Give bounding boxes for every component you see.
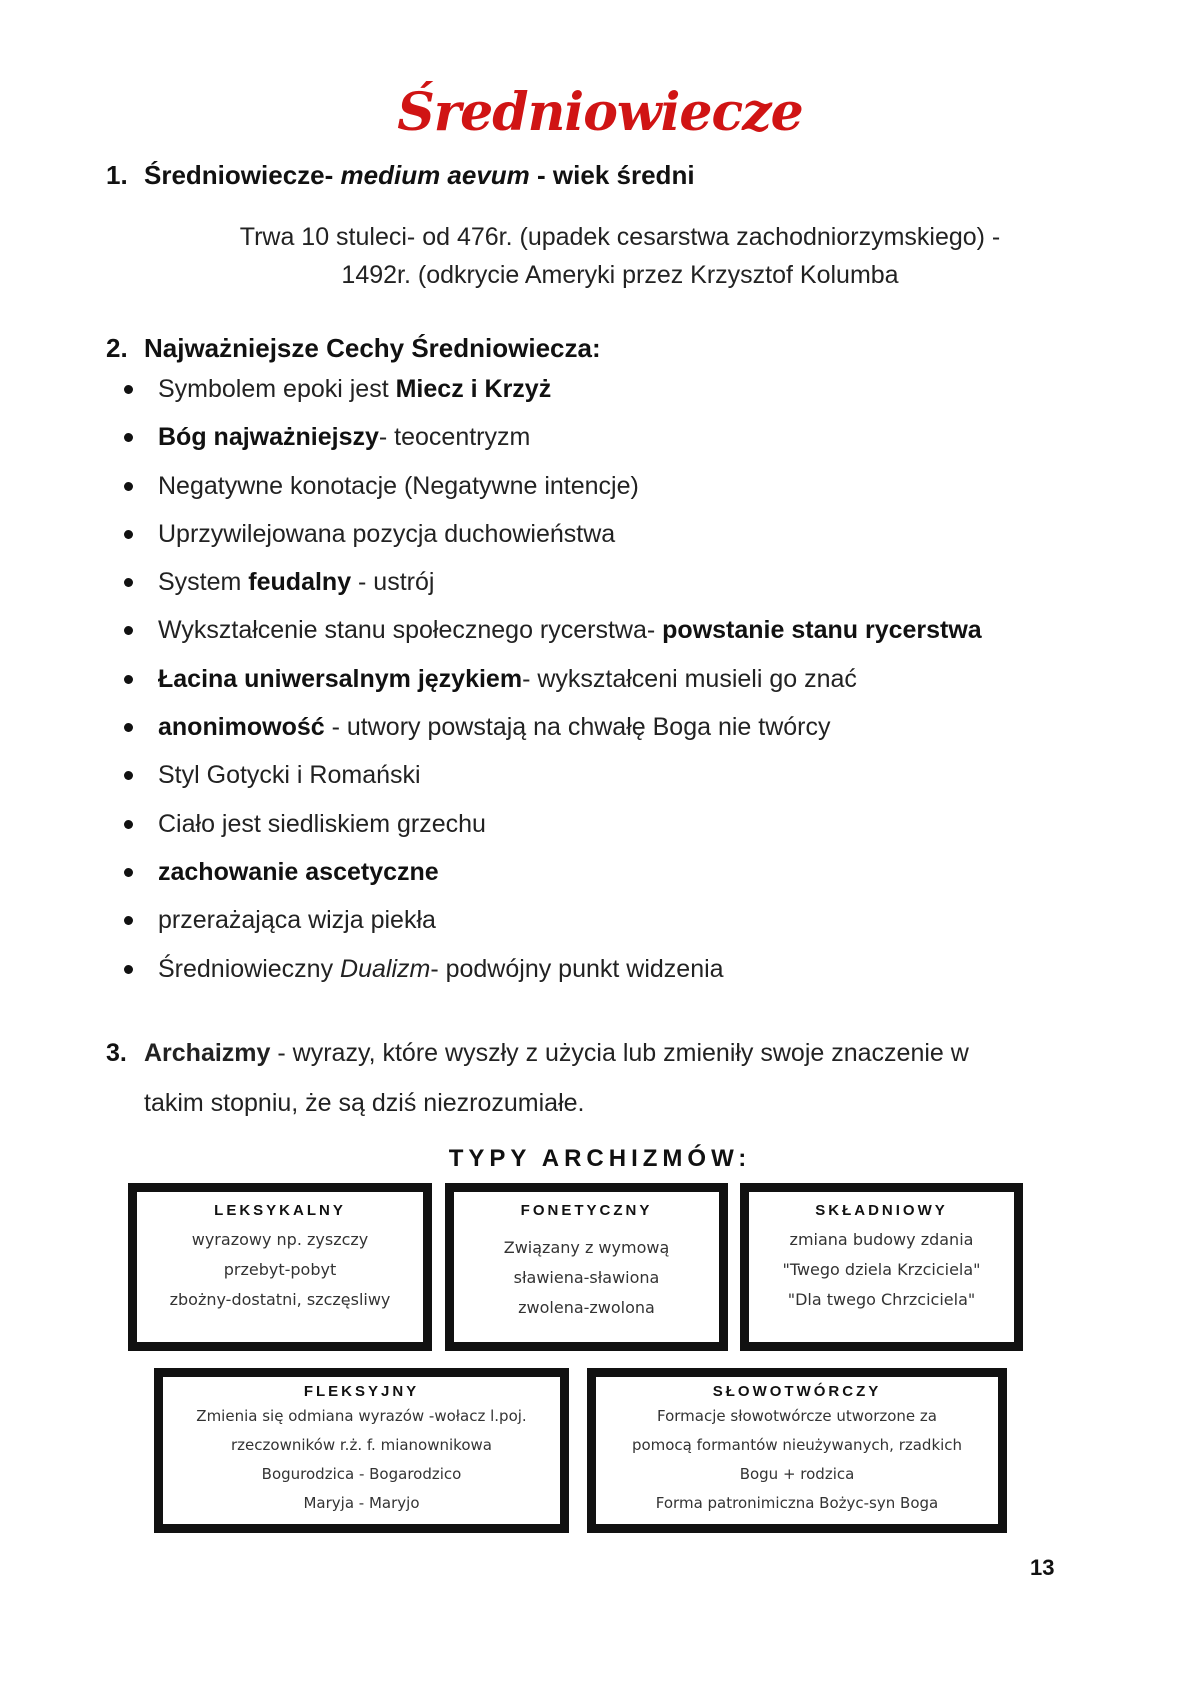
list-item: Uprzywilejowana pozycja duchowieństwa xyxy=(118,510,1178,558)
section-1-latin: medium aevum xyxy=(340,160,530,190)
list-item: Wykształcenie stanu społecznego rycerstwa- powstanie stanu rycerstwa xyxy=(118,606,1178,654)
box-title: SKŁADNIOWY xyxy=(815,1202,948,1219)
list-item: Łacina uniwersalnym językiem- wykształceni musieli go znać xyxy=(118,655,1178,703)
list-item: Średniowieczny Dualizm- podwójny punkt widzenia xyxy=(118,945,1178,993)
box-title: LEKSYKALNY xyxy=(214,1202,346,1219)
list-item: przerażająca wizja piekła xyxy=(118,896,1178,944)
box-fonetyczny: FONETYCZNY Związany z wymową sławiena-sławiona zwolena-zwolona xyxy=(445,1183,728,1351)
section-3-number: 3. xyxy=(106,1039,127,1067)
section-2-title: Najważniejsze Cechy Średniowiecza: xyxy=(144,333,601,363)
list-item: Bóg najważniejszy- teocentryzm xyxy=(118,413,1178,461)
list-item: System feudalny - ustrój xyxy=(118,558,1178,606)
list-item: Styl Gotycki i Romański xyxy=(118,751,1178,799)
box-title: SŁOWOTWÓRCZY xyxy=(712,1383,882,1400)
section-2-heading xyxy=(106,333,601,364)
section-3 xyxy=(106,1028,1136,1128)
section-3-line-2: takim stopniu, że są dziś niezrozumiałe. xyxy=(144,1089,585,1117)
section-1-line-2: 1492r. (odkrycie Ameryki przez Krzysztof Kolumba xyxy=(341,261,899,289)
section-3-term: Archaizmy xyxy=(144,1039,271,1067)
section-1-heading xyxy=(106,160,695,191)
box-title: FONETYCZNY xyxy=(520,1202,653,1219)
section-1-rest: - wiek średni xyxy=(537,160,695,190)
features-list xyxy=(118,365,1178,993)
box-skladniowy: SKŁADNIOWY zmiana budowy zdania "Twego dziela Krzciciela" "Dla twego Chrzciciela" xyxy=(740,1183,1023,1351)
section-3-line-1: - wyrazy, które wyszły z użycia lub zmieniły swoje znaczenie w xyxy=(270,1039,969,1067)
types-heading: TYPY ARCHIZMÓW: xyxy=(448,1145,752,1172)
list-item: Negatywne konotacje (Negatywne intencje) xyxy=(118,462,1178,510)
list-item: Ciało jest siedliskiem grzechu xyxy=(118,800,1178,848)
section-2-number: 2. xyxy=(106,333,128,363)
box-title: FLEKSYJNY xyxy=(303,1383,420,1400)
section-1-number: 1. xyxy=(106,160,128,190)
list-item: Symbolem epoki jest Miecz i Krzyż xyxy=(118,365,1178,413)
section-1-line-1: Trwa 10 stuleci- od 476r. (upadek cesarstwa zachodniorzymskiego) - xyxy=(239,223,1001,251)
box-slowotworczy: SŁOWOTWÓRCZY Formacje słowotwórcze utworzone za pomocą formantów nieużywanych, rzadkich Bogu + rodzica Forma patronimiczna Bożyc-syn Boga xyxy=(587,1368,1007,1533)
box-leksykalny: LEKSYKALNY wyrazowy np. zyszczy przebyt-pobyt zbożny-dostatni, szczęsliwy xyxy=(128,1183,432,1351)
list-item: zachowanie ascetyczne xyxy=(118,848,1178,896)
page-title: Średniowiecze xyxy=(397,82,803,143)
box-fleksyjny: FLEKSYJNY Zmienia się odmiana wyrazów -wołacz l.poj. rzeczowników r.ż. f. mianownikowa Bogurodzica - Bogarodzico Maryja - Maryjo xyxy=(154,1368,569,1533)
list-item: anonimowość - utwory powstają na chwałę Boga nie twórcy xyxy=(118,703,1178,751)
page-number: 13 xyxy=(1030,1555,1055,1580)
section-1-term: Średniowiecze- xyxy=(144,160,334,190)
